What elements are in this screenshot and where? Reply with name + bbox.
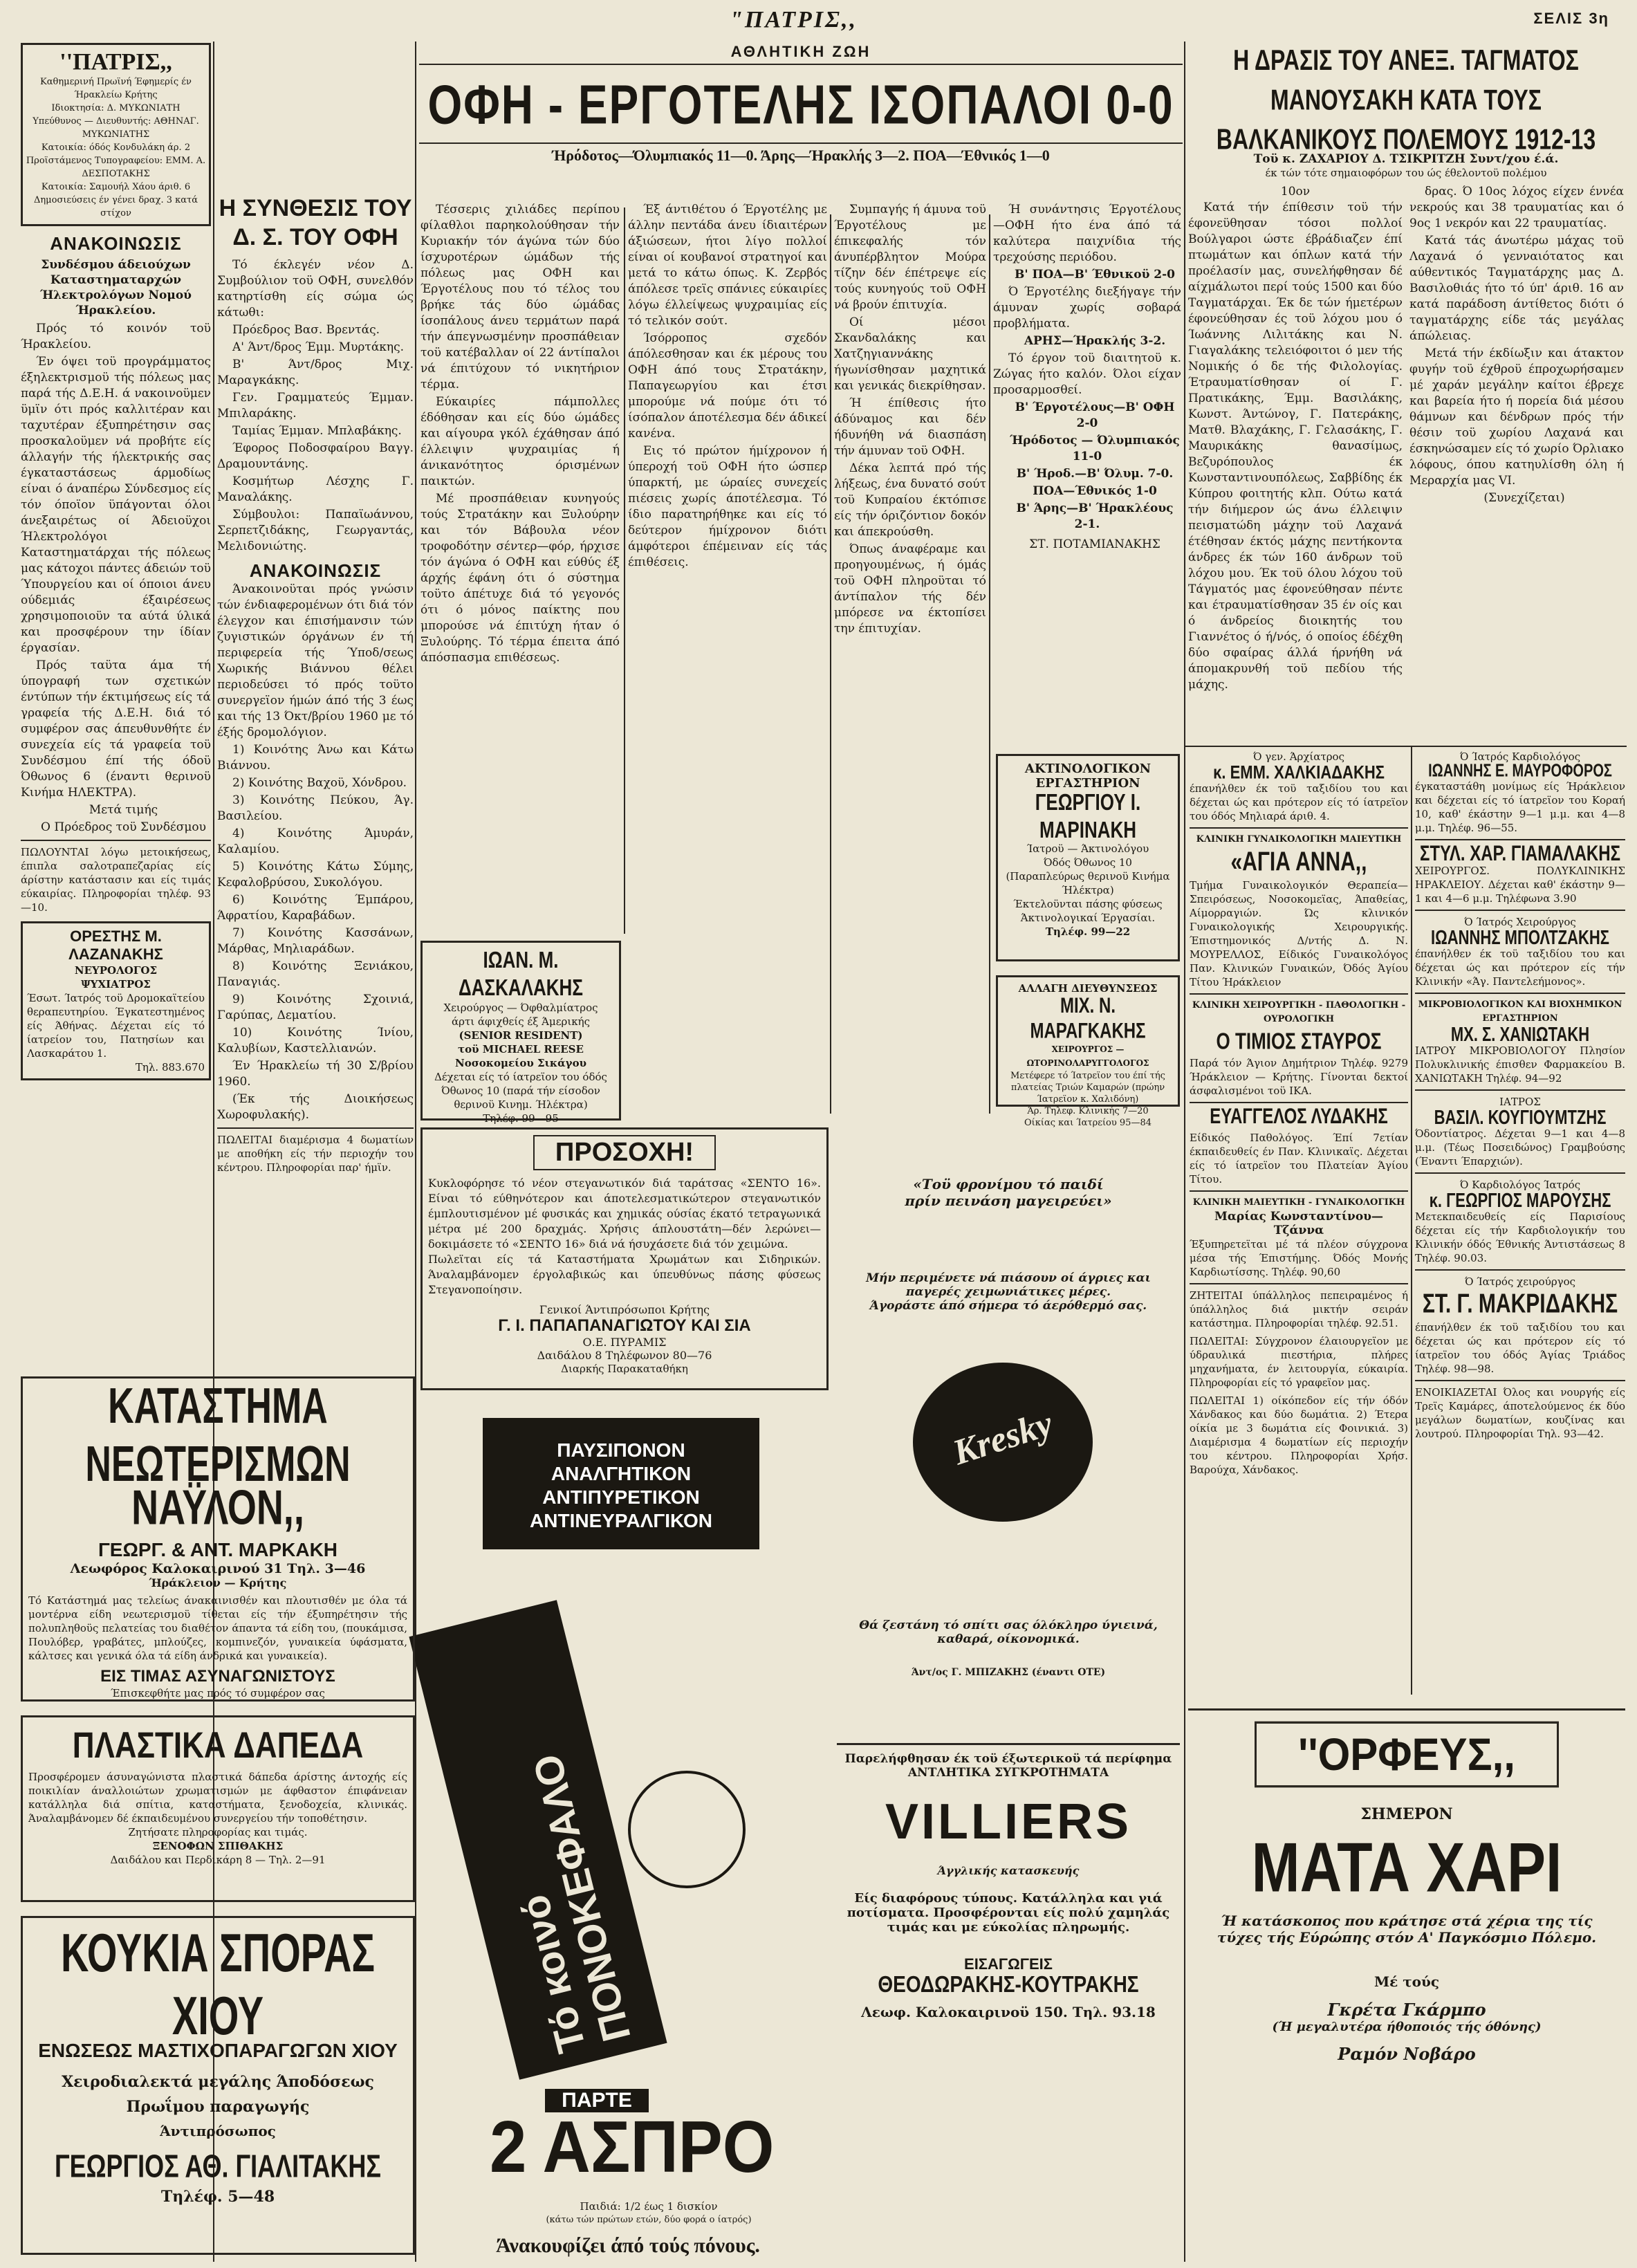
aspro-big: 2 ΑΣΠΡΟ: [490, 2106, 775, 2188]
ad-text: Μετεκπαιδευθείς είς Παρισίους δέχεται είς τήν Καρδιολογικήν του Κλινικήν όδός Έθνικής Άντιστάσεως 8 Τηλέφ. 90.03.: [1415, 1210, 1625, 1264]
kresky-ad: [837, 1134, 1180, 1743]
divider: [1415, 993, 1625, 994]
doctor-line: άρτι άφιχθείς έξ Άμερικής: [452, 1015, 590, 1028]
col6-ads-left: [1190, 750, 1408, 1566]
paragraph: Έφορος Ποδοσφαίρου Βαγγ. Δραμουντάνης.: [217, 441, 414, 471]
villiers-company: ΘΕΟΔΩΡΑΚΗΣ-ΚΟΥΤΡΑΚΗΣ: [878, 1971, 1139, 1997]
paragraph: Έν όψει τοϋ προγράμματος έξηλεκτρισμοϋ τής πόλεως μας παρά τής Δ.Ε.Η. ά νακοινοϋμεν ϋμϊν ότι πρός καλλιτέραν και ταχυτέραν έξυπηρέτησιν σας προσκαλοϋμεν νά προβήτε είς άλλαγήν τής ήλεκτρικής σας έγκαταστάσεως άρμοδίως είναι ό άναπέρω Σύνδεσμος είς τόν όποϊον ϋπάγονται όλοι άνεξαιρέτως οί Άδειοϋχοι Ήλεκτρολόγοι Καταστηματάρχαι τής πόλεως μας κάτοχοι πάντες άδειών τοϋ Ύπουργείου και οί όποιοι άνευ ούδεμιάς έξαιρέσεως χρησιμοποιοϋν τα αύτά ύλικά και προσφέρουν την ίδίαν έργασίαν.: [21, 355, 211, 655]
notice2-body: [217, 582, 414, 1123]
paragraph: (Έκ τής Διοικήσεως Χωροφυλακής).: [217, 1092, 414, 1122]
plastika-ad: [21, 1715, 415, 1902]
column-rule: [989, 214, 990, 1114]
divider: [1190, 1102, 1408, 1103]
ad-pre: Ό Ίατρός χειρούργος: [1464, 1275, 1576, 1288]
villiers-origin: Άγγλικής κατασκευής: [937, 1864, 1080, 1877]
column-6: [1188, 44, 1624, 740]
naylon-title: ΚΑΤΑΣΤΗΜΑ ΝΕΩΤΕΡΙΣΜΩΝ: [85, 1378, 351, 1493]
aspro-label-line: ΑΝΤΙΝΕΥΡΑΛΓΙΚΟΝ: [530, 1510, 712, 1531]
cinema-with: Μέ τούς: [1374, 1973, 1440, 1990]
classified-ad: ΕΝΟΙΚΙΑΖΕΤΑΙ Όλος και νουργής είς Τρεϊς Καμάρες, άποτελούμενος έκ δύο μεγάλων δωματίων, κουζίνας και λουτρού. Πληροφορίαι Τηλ. 93—42.: [1415, 1386, 1625, 1440]
ad-name: κ. ΕΜΜ. ΧΑΛΚΙΑΔΑΚΗΣ: [1213, 762, 1385, 783]
aspro-label-line: ΠΑΥΣΙΠΟΝΟΝ: [557, 1439, 685, 1461]
results-line: Ήρόδοτος—Όλυμπιακός 11—0. Άρης—Ήρακλής 3—2. ΠΟΑ—Έθνικός 1—0: [552, 147, 1050, 164]
prosochi-rep: Γενικοί Άντιπρόσωποι Κρήτης: [539, 1303, 710, 1316]
divider: [419, 142, 1183, 144]
cinema-desc: Ή κατάσκοπος που κράτησε στά χέρια της τίς τύχες τής Εύρώπης στόν Α' Παγκόσμιο Πόλεμο.: [1217, 1912, 1597, 1946]
paragraph: 2) Κοινότης Βαχοϋ, Χόνδρου.: [232, 776, 407, 790]
xray-title: ΑΚΤΙΝΟΛΟΓΙΚΟΝ ΕΡΓΑΣΤΗΡΙΟΝ: [1024, 762, 1152, 791]
doctor-name: ΟΡΕΣΤΗΣ Μ. ΛΑΖΑΝΑΚΗΣ: [68, 928, 163, 963]
ad-pre: ΙΑΤΡΟΣ: [1499, 1096, 1541, 1108]
prosochi-body: Κυκλοφόρησε τό νέον στεγανωτικόν διά ταράτσας «ΣΕΝΤΟ 16». Είναι τό εύθηνότερον και άποτελεσματικώτερον στεγανωτικόν έμπλουτισμένον μέ φυσικάς και χημικάς ούσίας έκατό τετραγωνικά μέτρα μέ 200 δραχμάς. Χρήσις άπλουστάτη—δέν λερώνει—δοκιμάσετε τό «ΣΕΝΤΟ 16» διά νά ήσυχάσετε διά τόν χειμώνα.: [428, 1177, 821, 1251]
paragraph: Α' Άντ/δρος Έμμ. Μυρτάκης.: [232, 340, 405, 354]
divider: [21, 840, 211, 841]
paragraph: 9) Κοινότης Σχοινιά, Γαρύπας, Δεματίου.: [217, 993, 414, 1022]
publisher-line: Ιδιοκτησία: Δ. ΜΥΚΩΝΙΑΤΗ: [51, 103, 181, 113]
paragraph: 4) Κοινότης Άμυράν, Καλαμίου.: [217, 827, 414, 856]
notice-subtitle: Συνδέσμου άδειούχων Καταστηματαρχών Ήλεκτρολόγων Νομού Ήρακλείου.: [40, 258, 192, 317]
xray-line: Όδός Όθωνος 10 (Παραπλεύρως θερινοϋ Κινήμα Ήλέκτρα): [1006, 856, 1170, 896]
column-2: [217, 194, 414, 1300]
doctor-specialty: ΨΥΧΙΑΤΡΟΣ: [81, 978, 151, 990]
paragraph: 5) Κοινότης Κάτω Σύμης, Κεφαλοβρύσου, Συκολόγου.: [217, 860, 414, 889]
divider: [1415, 1089, 1625, 1091]
result-heading: Β' Έργοτέλους—Β' ΟΦΗ 2-0: [1015, 400, 1175, 430]
prosochi-title: ΠΡΟΣΟΧΗ!: [533, 1135, 716, 1170]
ad-text: Είδικός Παθολόγος. Έπί 7ετίαν έκπαιδευθείς έν Παν. Κλινικαϊς. Δέχεται είς τό ίατρεϊον του Πλατείαν Άγίου Τίτου.: [1190, 1132, 1408, 1186]
doctor-line: Δέχεται είς τό ίατρεϊον του όδός Όθωνος 10 (παρά τήν είσοδον θερινοϋ Κινημ. Ήλέκτρα): [434, 1071, 607, 1111]
sports-column-b: [628, 202, 827, 928]
paragraph: Δέκα λεπτά πρό τής λήξεως, ένα δυνατό σούτ τοϋ Κυπραίου έκτόπισε είς τήν όριζόντιον δοκόν και άπεκρούσθη.: [834, 461, 986, 539]
byline: Τοϋ κ. ΖΑΧΑΡΙΟΥ Δ. ΤΣΙΚΡΙΤΖΗ Συντ/χου έ.ά.: [1253, 152, 1559, 166]
result-heading: Β' Άρης—Β' Ήρακλέους 2-1.: [1016, 501, 1174, 531]
divider: [1190, 827, 1408, 829]
sports-column-c: [834, 202, 986, 1101]
paragraph: Κοσμήτωρ Λέσχης Γ. Μαναλάκης.: [217, 474, 414, 504]
ad-text: Παρά τόν Άγιον Δημήτριον Τηλέφ. 9279 Ήράκλειον — Κρήτης. Γίνονται δεκτοί άσφαλισμένοι τοϋ ΙΚΑ.: [1190, 1057, 1408, 1097]
paragraph: Ή έπίθεσις ήτο άδύναμος και δέν ήδυνήθη νά διασπάση τήν άμυναν τοϋ ΟΦΗ.: [834, 396, 986, 458]
divider: [217, 1127, 414, 1129]
xray-line: Ίατροϋ — Άκτινολόγου: [1026, 842, 1149, 855]
naylon-ad: [21, 1376, 415, 1702]
publisher-line: Καθημερινή Πρωϊνή Έφημερίς έν Ήρακλείω Κρήτης: [40, 77, 192, 100]
paragraph: Σύμβουλοι: Παπαϊωάννου, Σερπετζιδάκης, Γεωργαντάς, Μελιδονιώτης.: [217, 508, 414, 553]
kresky-line: Θά ζεστάνη τό σπίτι σας όλόκληρο ύγιεινά, καθαρά, οίκονομικά.: [859, 1619, 1158, 1646]
paragraph: Κατά τάς άνωτέρω μάχας τοϋ Λαχανά ό γενναιότατος και αύθεντικός Ταγματάρχης μας Δ. Βασιλοθιάς ήτο τό ύπ' άριθ. 16 αν κατά παράδοση άντίθετος διότι ό ταγματάρχης είδε τάς μεγάλας άπώλειας.: [1409, 234, 1624, 343]
series-column-left: [1188, 184, 1403, 694]
ad-name: ΣΤ. Γ. ΜΑΚΡΙΔΑΚΗΣ: [1422, 1289, 1618, 1319]
naylon-address: Λεωφόρος Καλοκαιρινού 31 Τηλ. 3—46: [70, 1561, 366, 1576]
ad-name: ΜΧ. Σ. ΧΑΝΙΩΤΑΚΗ: [1450, 1023, 1590, 1046]
classified-ad: ΠΩΛΕΙΤΑΙ διαμέρισμα 4 δωματίων με αποθήκη είς τήν περιοχήν του κέντρου. Πληροφορίαι παρ' ήμϊν.: [217, 1134, 414, 1174]
xray-name: ΓΕΩΡΓΙΟΥ Ι. ΜΑΡΙΝΑΚΗ: [1035, 788, 1141, 843]
cinema-today: ΣΗΜΕΡΟΝ: [1360, 1805, 1453, 1823]
doctor-specialty: ΝΕΥΡΟΛΟΓΟΣ: [74, 964, 158, 977]
paragraph: Τέσσερις χιλιάδες περίπου φίλαθλοι παρηκολούθησαν τήν Κυριακήν τόν άγώνα τών δύο ίσχυροτέρων ώμάδων τής πόλεως μας ΟΦΗ και Έργοτέλους που τό τέλος του βρήκε τάς δύο ώμάδας ίσοπάλους άνευ τερμάτων παρά τήν άπεγνωσμένην προσπάθειαν τοϋ κατέβαλλαν οί 22 άντίπαλοι νά έπιτύχουν τό νικητήριον τέρμα.: [420, 203, 620, 391]
cinema-star: Γκρέτα Γκάρμπο: [1327, 2000, 1486, 2020]
masthead-title: "ΠΑΤΡΙΣ,,: [730, 7, 858, 33]
sports-section: [419, 43, 1183, 216]
maragakis-line: ΧΕΙΡΟΥΡΓΟΣ — ΩΤΟΡΙΝΟΛΑΡΥΓΓΟΛΟΓΟΣ: [1026, 1044, 1149, 1068]
doctor-line: τοϋ MICHAEL REESE Νοσοκομείου Σικάγου: [455, 1043, 586, 1069]
ad-pre: ΚΛΙΝΙΚΗ ΓΥΝΑΙΚΟΛΟΓΙΚΗ ΜΑΙΕΥΤΙΚΗ: [1196, 834, 1402, 845]
ad-text: έγκαταστάθη μονίμως είς Ήράκλειον και δέχεται είς τό ίατρεϊον του Κοραή 10, καθ' έκάστην 9—1 μ.μ. και 4—8 μ.μ. Τηλέφ. 96—55.: [1415, 780, 1625, 834]
ad-name: «ΑΓΙΑ ΑΝΝΑ,,: [1230, 847, 1367, 877]
villiers-line: Παρελήφθησαν έκ τοϋ έξωτερικοϋ τά περίφημα ΑΝΤΛΗΤΙΚΑ ΣΥΓΚΡΟΤΗΜΑΤΑ: [844, 1752, 1172, 1780]
paragraph: Ο Πρόεδρος τοϋ Συνδέσμου: [41, 820, 206, 834]
koukia-name: ΓΕΩΡΓΙΟΣ ΑΘ. ΓΙΑΛΙΤΑΚΗΣ: [54, 2147, 382, 2184]
classified-ad: ΖΗΤΕΙΤΑΙ ύπάλληλος πεπειραμένος ή ύπάλληλος διά μικτήν σειράν κατάστημα. Πληροφορίαι τηλέφ. 92.51.: [1190, 1289, 1408, 1329]
publisher-title: ''ΠΑΤΡΙΣ,,: [59, 49, 172, 75]
villiers-brand: VILLIERS: [885, 1794, 1132, 1850]
paragraph: 3) Κοινότης Πεύκου, Άγ. Βασιλείου.: [217, 793, 414, 823]
ad-pre: ΚΛΙΝΙΚΗ ΧΕΙΡΟΥΡΓΙΚΗ - ΠΑΘΟΛΟΓΙΚΗ - ΟΥΡΟΛΟΓΙΚΗ: [1192, 1000, 1406, 1024]
doctor-box: [21, 921, 211, 1080]
ad-text: έπανήλθεν έκ τοϋ ταξιδίου του και δέχεται ώς και πρότερον είς τό ίατρεϊον του όδός Μηλιαρά άριθ. 4.: [1190, 782, 1408, 822]
column-rule: [415, 42, 416, 2262]
prosochi-company: Γ. Ι. ΠΑΠΑΠΑΝΑΓΙΩΤΟΥ ΚΑΙ ΣΙΑ: [498, 1316, 751, 1335]
paragraph: Μέ προσπάθειαν κυνηγούς τούς Στρατάκην και Ξυλούρην και τόν Βάβουλα νέον τροφοδότην σέντερ—φόρ, ήρχισε τόν άγώνα ό ΟΦΗ και εύθύς έξ άρχής έφάνη ότι ό σύστημα τοϋτο άπέτυχε διά τό γεγονός ότι ό μόνος παίκτης που μπορούσε νά έπιτύχη ήταν ό Ξυλούρης. Τό τέρμα έπειτα άπό άπόσπασμα επιθέσεως.: [420, 492, 620, 665]
cinema-name: ''ΟΡΦΕΥΣ,,: [1255, 1722, 1559, 1788]
series-headline: Η ΔΡΑΣΙΣ ΤΟΥ ΑΝΕΞ. ΤΑΓΜΑΤΟΣ ΜΑΝΟΥΣΑΚΗ ΚΑΤΑ ΤΟΥΣ ΒΑΛΚΑΝΙΚΟΥΣ ΠΟΛΕΜΟΥΣ 1912-13: [1216, 44, 1596, 156]
aspro-take: ΠΑΡΤΕ: [545, 2089, 649, 2112]
aspro-dose: Παιδιά: 1/2 έως 1 δισκίον: [580, 2200, 718, 2213]
paragraph: 6) Κοινότης Έμπάρου, Άφρατίου, Καραβάδων.: [217, 893, 414, 923]
kresky-line: «Τοϋ φρονίμου τό παιδί: [913, 1176, 1104, 1192]
divider: [1415, 910, 1625, 911]
prosochi-sub: Ο.Ε. ΠΥΡΑΜΙΣ: [582, 1336, 667, 1349]
ad-text: ΧΕΙΡΟΥΡΓΟΣ. ΠΟΛΥΚΛΙΝΙΚΗΣ ΗΡΑΚΛΕΙΟΥ. Δέχεται καθ' έκάστην 9—1 και 4—6 μ.μ. Τηλέφωνα 3.90: [1415, 865, 1625, 905]
koukia-line: Πρωΐμου παραγωγής: [126, 2098, 310, 2116]
notice-title: ΑΝΑΚΟΙΝΩΣΙΣ: [50, 233, 182, 254]
result-heading: Β' Ήροδ.—Β' Όλυμ. 7-0.: [1016, 467, 1174, 481]
naylon-name: ΝΑΫΛΟΝ,,: [131, 1481, 304, 1535]
paragraph: Τό έκλεγέν νέον Δ. Συμβούλιον τοϋ ΟΦΗ, συνελθόν κατηρτίσθη είς σώμα ώς κάτωθι:: [217, 258, 414, 320]
publisher-line: Υπεύθυνος — Διευθυντής: ΑΘΗΝΑΓ. ΜΥΚΩΝΙΑΤΗΣ: [33, 116, 199, 140]
divider: [1184, 746, 1627, 747]
xray-line: Τηλέφ. 99—22: [1045, 925, 1131, 938]
paragraph: Μετά τήν έκδίωξιν και άτακτον φυγήν τοϋ έχθροϋ έπροχωρήσαμεν μέ χαράν μεγάλην καίτοι έβρεχε και βαρεία ήτο ή πορεία διά μέσου θάμνων και δένδρων πρός τήν θέσιν τοϋ χωρίου Λαχανά και έσκηνώσαμεν είς τό χωρίο Όρλιακο λόφους, όπου κατηυλίσθη όλη ή Μεραρχία μας VI.: [1409, 347, 1624, 488]
continued-note: (Συνεχίζεται): [1483, 491, 1565, 505]
villiers-address: Λεωφ. Καλοκαιρινοϋ 150. Τηλ. 93.18: [861, 2004, 1156, 2020]
paragraph: Ίσόρροπος σχεδόν άπόλεσθησαν και έκ μέρους του ΟΦΗ άπό τους Στρατάκην, Παπαγεωργίου και έτσι μπορούμε νά πούμε ότι τό ίσόπαλον άποτέλεσμα δέν άδικεί κανένα.: [628, 331, 827, 441]
naylon-city: Ήράκλειον — Κρήτης: [149, 1576, 287, 1589]
paragraph: Ό Έργοτέλης διεξήγαγε τήν άμυναν χωρίς σοβαρά προβλήματα.: [993, 285, 1181, 331]
plastika-contact: ΞΕΝΟΦΩΝ ΣΠΙΘΑΚΗΣ: [152, 1840, 284, 1852]
aspro-dose2: (κάτω τών πρώτων ετών, δύο φορά ο ίατρός): [546, 2215, 752, 2225]
paragraph: Συμπαγής ή άμυνα τοϋ Έργοτέλους με έπικεφαλής τόν άνυπέρβλητον Μούρα τίζην δέν έπέτρεψε είς τούς κυνηγούς τοϋ ΟΦΗ νά βρούν έπιτυχία.: [834, 203, 986, 312]
villiers-ad: [837, 1743, 1180, 2255]
koukia-title: ΚΟΥΚΙΑ ΣΠΟΡΑΣ ΧΙΟΥ: [60, 1921, 376, 2046]
column-rule: [624, 208, 625, 934]
ad-name: Ο ΤΙΜΙΟΣ ΣΤΑΥΡΟΣ: [1216, 1027, 1382, 1055]
publisher-line: Κατοικία: Σαμουήλ Χάου άριθ. 6: [41, 182, 191, 192]
paragraph: Πρός ταϋτα άμα τή ύπογραφή των σχετικών έντύπων τήν έκτιμήσεως είς τά γραφεία τής Δ.Ε.Η. διά τό συμφέρον σας άπευθυνθήτε έν συνεχεία είς τά γραφεία τοϋ Συνδέσμου έπί τής όδοϋ Όθωνος 6 (έναντι θερινοϋ Κινήμα ΗΛΕΚΤΡΑ).: [21, 658, 211, 800]
ad-name: ΣΤΥΛ. ΧΑΡ. ΓΙΑΜΑΛΑΚΗΣ: [1419, 841, 1620, 866]
maragakis-line: Μετέφερε τό Ίατρεϊον του έπί τής πλατείας Τριών Καμαρών (πρώην Ίατρεϊον κ. Χαλιδόνη): [1010, 1071, 1165, 1105]
paragraph: Κατά τήν έπίθεσιν τοϋ τήν έφονεϋθησαν τόσοι πολλοί Βούλγαροι ώστε έβράδιαζεν έπί πτωμάτων και όπλων κατά τήν προέλασίν μας, συνελήφθησαν δέ αίχμάλωτοι περί τούς 1500 και δύο Ταγματάρχαι. Έκ δε τών ήμετέρων έφονεύθησαν ές τοϋ λόχου μου ό Ίωάννης Λιλιτάκης και Ν. Γιαγαλάκης τελειόφοιτοι ό μεν τής Νομικής ό δε τής Φιλολογίας. Έτραυματίσθησαν οί Γ. Πρατικάκης, Έμμ. Βασιλάκης, Κωνστ. Άντώνογ, Γ. Πατεράκης, Ματθ. Βλαχάκης, Γ. Γελασάκης, Γ. Μαυρικάκης θανασίμως, Βεζυρόπουλος έκ Κωνσταντινουπόλεως, Σαββίδης έκ Κύπρου φοιτητής κλπ. Ούτω κατά τήν διήμερον ώς άνω έλλειψιν πεισματώδη μάχην τοϋ Λαχανά έτέθησαν έκτός μάχης πεντήκοντα άνδρες έκ τών 160 άνδρων τοϋ λόχου μου. Έκ τοϋ όλου λόχου τοϋ Τάγματός μας έφονεύθησαν πέντε και έτραυματίσθησαν 35 έν οίς και ό άνδρείος διοικητής του Γιαννέτος ό ή/νός, ό οποίος έδέχθη δύο σφαίρας άλλά ήρνήθη νά άπομακρυνθή τοϋ πεδίου τής μάχης.: [1188, 201, 1403, 692]
paragraph: Τό έργον τοϋ διαιτητοϋ κ. Ζώγας ήτο καλόν. Όλοι είχαν προσαρμοσθεί.: [993, 351, 1181, 397]
paragraph: Ταμίας Έμμαν. Μπλαβάκης.: [232, 424, 402, 438]
kresky-brand: Kresky: [948, 1403, 1057, 1473]
ad-text: έπανήλθεν έκ τοϋ ταξιδίου του και δέχεται ώς και πρότερον είς τό ίατρεϊον του όδός Άγίας Τριάδος Τηλέφ. 98—98.: [1415, 1321, 1625, 1375]
doctor-line: Χειρούργος — Όφθαλμίατρος: [443, 1002, 598, 1014]
ad-text: Όδοντίατρος. Δέχεται 9—1 και 4—8 μ.μ. (Τέως Ποσειδώνος) Γραμβούσης (Έναντι Έπαρχιών).: [1415, 1127, 1625, 1168]
kresky-line: Μήν περιμένετε νά πιάσουν οί άγριες και παγερές χειμωνιάτικες μέρες.: [866, 1271, 1151, 1299]
sports-headline: ΟΦΗ - ΕΡΓΟΤΕΛΗΣ ΙΣΟΠΑΛΟΙ 0-0: [427, 73, 1174, 136]
cinema-star: Ραμόν Νοβάρο: [1338, 2044, 1476, 2064]
synthesis-title: Η ΣΥΝΘΕΣΙΣ ΤΟΥ Δ. Σ. ΤΟΥ ΟΦΗ: [219, 195, 412, 250]
ad-name: ΙΩΑΝΝΗΣ ΜΠΟΛΤΖΑΚΗΣ: [1431, 926, 1609, 949]
naylon-body: Τό Κατάστημά μας τελείως άνακαινισθέν και πλουτισθέν με όλα τά μοντέρνα είδη νεωτερισμοϋ τίθεται είς τήν έξυπηρέτησιν τής πολυπληθοϋς πελατείας του διαθέτον άπαντα τά είδη του, (πουκάμισα, Πουλόβερ, γραβάτες, μπλούζες, κομπινεζόν, γυναικεία ύφάσματα, κάλτσες και γενικά όλα τά είδη άνδρικά και γυναικεία).: [28, 1594, 407, 1662]
koukia-line: Άντιπρόσωπος: [160, 2123, 276, 2139]
xray-ad: [996, 754, 1180, 961]
prosochi-addr: Δαιδάλου 8 Τηλέφωνον 80—76: [537, 1349, 712, 1362]
ad-name: ΙΩΑΝΝΗΣ Ε. ΜΑΥΡΟΦΟΡΟΣ: [1428, 761, 1612, 782]
series-column-right: [1409, 184, 1624, 694]
paragraph: 1) Κοινότης Άνω και Κάτω Βιάννου.: [217, 743, 414, 773]
ad-pre: ΚΛΙΝΙΚΗ ΜΑΙΕΥΤΙΚΗ - ΓΥΝΑΙΚΟΛΟΓΙΚΗ: [1192, 1197, 1405, 1208]
paragraph: 7) Κοινότης Κασσάνων, Μάρθας, Μηλιαράδων.: [217, 926, 414, 956]
column-rule: [1184, 42, 1185, 2262]
cinema-star-note: (Ή μεγαλυτέρα ήθοποιός τής όθόνης): [1272, 2020, 1542, 2034]
plastika-ask: Ζητήσατε πληροφορίας και τιμάς.: [128, 1826, 308, 1838]
maragakis-note: ΑΛΛΑΓΗ ΔΙΕΥΘΥΝΣΕΩΣ: [1018, 982, 1158, 995]
series-part: 10ον: [1280, 185, 1311, 199]
column-rule: [1411, 747, 1412, 1695]
paragraph: Πρός τό κοινόν τοϋ Ήρακλείου.: [21, 322, 211, 351]
paragraph: δρας. Ό 10ος λόχος είχεν έννέα νεκρούς και 38 τραυματίας και ό 9ος 1 νεκρόν και 22 τραυματίας.: [1409, 185, 1624, 230]
koukia-phone: Τηλέφ. 5—48: [160, 2188, 275, 2206]
paragraph: Εις τό πρώτον ήμίχρονον ή ύπεροχή τοϋ ΟΦΗ ήτο ώσπερ ύπαρκτή, με ώραίες συνεχείς πιέσεις χωρίς άποτέλεσμα. Τό ίδιο παρατηρήθηκε και είς τό δεύτερον ήμίχρονον διότι άμφότεροι έπέμειναν είς τάς έπιθέσεις.: [628, 444, 827, 569]
koukia-ad: [21, 1916, 415, 2255]
classified-ad: ΠΩΛΟΥΝΤΑΙ λόγω μετοικήσεως, έπιπλα σαλοτραπεζαρίας είς άρίστην κατάστασιν και είς τιμάς εύκαιρίας. Πληροφορίαι τηλέφ. 93—10.: [21, 846, 211, 914]
divider: [419, 64, 1183, 65]
classified-ad: ΠΩΛΕΙΤΑΙ: Σύγχρονον έλαιουργεϊον με ύδραυλικά πιεστήρια, πλήρες μηχανήματα, έν λειτουργία, εύκαιρία. Πληροφορίαι είς τό γραφεϊον μας.: [1190, 1335, 1408, 1389]
maragakis-ad: [996, 975, 1180, 1128]
plastika-address: Δαιδάλου και Περδικάρη 8 — Τηλ. 2—91: [110, 1854, 326, 1866]
paragraph: Άνακοινοϋται πρός γνώσιν τών ένδιαφερομένων ότι διά τόν έλεγχον και έπισήμανσιν τών ζυγιστικών όργάνων έν τή περιφερεία τής Ύποδ/σεως Χωρικής Βιάννου θέλει περιοδεύσει τό πρός τοϋτο συνεργεϊον ήμών άπό τής 3 έως και τής 13 Όκτ/βρίου 1960 με τό έξής δρομολόγιον.: [217, 582, 414, 739]
publisher-box: [21, 43, 211, 226]
divider: [1415, 1172, 1625, 1174]
doctor-name: ΙΩΑΝ. Μ. ΔΑΣΚΑΛΑΚΗΣ: [459, 946, 583, 1001]
maragakis-line: Άρ. Τηλεφ. Κλινικής 7—20: [1027, 1106, 1149, 1116]
paragraph: Οί μέσοι Σκανδαλάκης και Χατζηγιαννάκης ήγωνίσθησαν μαχητικά και γενικάς διεκρίθησαν.: [834, 315, 986, 393]
author: ΣΤ. ΠΟΤΑΜΙΑΝΑΚΗΣ: [1029, 537, 1160, 551]
result-heading: Ήρόδοτος — Όλυμπιακός 11-0: [1010, 434, 1180, 463]
doctor-line: (SENIOR RESIDENT): [459, 1029, 583, 1042]
divider: [1415, 1380, 1625, 1381]
page-number: ΣΕΛΙΣ 3η: [1533, 10, 1609, 27]
synthesis-body: [217, 257, 414, 555]
aspro-slogan: Άνακουφίζει άπό τούς πόνους.: [496, 2234, 760, 2257]
result-heading: ΠΟΑ—Έθνικός 1-0: [1033, 484, 1157, 498]
paragraph: Έξ άντιθέτου ό Έργοτέλης με άλλην πεντάδα άνευ ίδιαιτέρων άξιώσεων, ήτοι λίγο πολλοί είναι οί κουβανοί στρατηγοί και μετά το κάτω όπως. Κ. Ζερβός άπόλεσε τρεϊς σπάνιες εύκαιρίες λόγω έλλείψεως ψυχραιμίας είς τό τελικόν σούτ.: [628, 203, 827, 328]
divider: [1190, 1190, 1408, 1192]
villiers-body: Είς διαφόρους τύπους. Κατάλληλα και γιά ποτίσματα. Προσφέρονται είς πολύ χαμηλάς τιμάς και με εύκολίας πληρωμής.: [847, 1891, 1170, 1935]
sports-column-a: [420, 202, 620, 1032]
section-title: ΑΘΛΗΤΙΚΗ ΖΩΗ: [730, 43, 871, 60]
paragraph: Γεν. Γραμματεύς Έμμαν. Μπιλαράκης.: [217, 391, 414, 421]
paragraph: Εύκαιρίες πάμπολλες έδόθησαν και είς δύο ώμάδες και αίγουρα γκόλ έχάθησαν άπό έλλειψιν ψυχραιμίας ή άνικανότητος όρισμένων παικτών.: [420, 395, 620, 488]
naylon-prices: ΕΙΣ ΤΙΜΑΣ ΑΣΥΝΑΓΩΝΙΣΤΟΥΣ: [100, 1667, 335, 1686]
plastika-title: ΠΛΑΣΤΙΚΑ ΔΑΠΕΔΑ: [72, 1725, 364, 1766]
paragraph: Μετά τιμής: [89, 803, 158, 817]
naylon-owners: ΓΕΩΡΓ. & ΑΝΤ. ΜΑΡΚΑΚΗ: [98, 1539, 338, 1560]
paragraph: Ή συνάντησις Έργοτέλους—ΟΦΗ ήτο ένα άπό τά καλύτερα παιχνίδια τής τρεχούσης περιόδου.: [993, 203, 1181, 264]
plastika-body: Προσφέρομεν άσυναγώνιστα πλαστικά δάπεδα άρίστης άντοχής είς ποικιλίαν άναλλοιώτων χρωματισμών με άφθαστον έπιφάνειαν κατάλληλα διά σπίτια, καταστήματα, ξενοδοχεία, κλινικάς. Άναλαμβάνομεν δέ έκπαιδευμένου συνεργείου τήν τοποθέτησιν.: [28, 1771, 407, 1825]
byline-sub: έκ τών τότε σημαιοφόρων του ώς έθελοντοϋ πολέμου: [1265, 167, 1547, 179]
koukia-line: Χειροδιαλεκτά μεγάλης Άποδόσεως: [62, 2073, 374, 2091]
kresky-line: πρίν πεινάση μαγειρεύει»: [905, 1192, 1112, 1209]
sports-column-d: [993, 202, 1181, 741]
doctor-line: Τηλέφ. 99—95: [483, 1112, 559, 1125]
publisher-line: Δημοσιεύσεις έν γένει δραχ. 3 κατά στίχον: [34, 195, 198, 219]
paragraph: Όπως άναφέραμε και προηγουμένως, ή όμάς τοϋ ΟΦΗ πληροϋται τό άντίπαλον τής δέν μπόρεσε να έκτοπίσει την έπιτυχίαν.: [834, 542, 986, 636]
paragraph: Πρόεδρος Βασ. Βρεντάς.: [232, 323, 380, 337]
aspro-sun-icon: [628, 1771, 746, 1888]
doctor-phone: Τηλ. 883.670: [135, 1061, 205, 1073]
cinema-ad: [1188, 1708, 1625, 2258]
ad-name: κ. ΓΕΩΡΓΙΟΣ ΜΑΡΟΥΣΗΣ: [1429, 1189, 1611, 1212]
col6-ads-right: [1415, 750, 1625, 1697]
cinema-film: ΜΑΤΑ ΧΑΡΙ: [1251, 1828, 1562, 1907]
aspro-label-line: ΑΝΤΙΠΥΡΕΤΙΚΟΝ: [542, 1486, 700, 1508]
ad-pre: Ό Ίατρός Χειρούργος: [1464, 916, 1576, 928]
prosochi-addr2: Διαρκής Παρακαταθήκη: [561, 1363, 688, 1375]
maragakis-name: ΜΙΧ. Ν. ΜΑΡΑΓΚΑΚΗΣ: [1030, 993, 1146, 1044]
koukia-sub: ΕΝΩΣΕΩΣ ΜΑΣΤΙΧΟΠΑΡΑΓΩΓΩΝ ΧΙΟΥ: [38, 2040, 398, 2061]
publisher-line: Κατοικία: όδός Κονδυλάκη άρ. 2: [41, 142, 191, 153]
kresky-line: Άγοράστε άπό σήμερα τό άερόθερμό σας.: [869, 1299, 1147, 1313]
result-heading: ΑΡΗΣ—Ήρακλής 3-2.: [1024, 334, 1166, 348]
paragraph: 8) Κοινότης Ξενιάκου, Παναγιάς.: [217, 959, 414, 989]
kresky-line: Άντ/ος Γ. ΜΠΙΖΑΚΗΣ (έναντι ΟΤΕ): [911, 1667, 1106, 1678]
ad-text: Έξυπηρετεϊται μέ τά πλέον σύγχρονα μέσα τής Έπιστήμης. Όδός Μονής Καρδιωτίσσης. Τηλέφ. 90,60: [1190, 1238, 1408, 1278]
naylon-visit: Έπισκεφθήτε μας πρός τό συμφέρον σας: [111, 1687, 325, 1699]
maragakis-line: Οίκίας και Ίατρείου 95—84: [1024, 1118, 1152, 1128]
ad-pre: Ό Καρδιολόγος Ίατρός: [1459, 1179, 1581, 1191]
paragraph: Β' Άντ/δρος Μιχ. Μαραγκάκης.: [217, 358, 414, 387]
ad-text: έπανήλθεν έκ τοϋ ταξιδίου του και δέχεται ώς και πρότερον είς τήν Κλινικήν «Άγ. Παντελεήμονος».: [1415, 948, 1625, 988]
ad-name: ΒΑΣΙΛ. ΚΟΥΓΙΟΥΜΤΖΗΣ: [1434, 1106, 1607, 1129]
daskalakis-ad: [420, 941, 621, 1125]
prosochi-ad: [420, 1127, 829, 1390]
aspro-label-line: ΑΝΑΛΓΗΤΙΚΟΝ: [551, 1463, 692, 1484]
aspro-ad: [420, 1411, 829, 2262]
villiers-importers: ΕΙΣΑΓΩΓΕΙΣ: [964, 1955, 1053, 1973]
classified-ad: ΠΩΛΕΙΤΑΙ 1) οίκόπεδον είς τήν όδόν Χάνδακος και δύο δωμάτια. 2) Έτερα οίκία με 3 δωμάτια είς Φοινικιά. 3) Διαμέρισμα 4 δωματίων είς περιοχήν του κέντρου. Πληροφορίαι Χρήσ. Βαρούχα, Χάνδακος.: [1190, 1394, 1408, 1476]
masthead-strip: [0, 0, 1637, 42]
ad-name: ΕΥΑΓΓΕΛΟΣ ΛΥΔΑΚΗΣ: [1210, 1104, 1388, 1129]
ad-pre: Ό γεν. Άρχίατρος: [1253, 750, 1344, 763]
divider: [1190, 993, 1408, 995]
ad-pre: ΜΙΚΡΟΒΙΟΛΟΓΙΚΟΝ ΚΑΙ ΒΙΟΧΗΜΙΚΟΝ ΕΡΓΑΣΤΗΡΙΟΝ: [1418, 999, 1622, 1024]
notice2-title: ΑΝΑΚΟΙΝΩΣΙΣ: [249, 560, 382, 581]
divider: [1415, 839, 1625, 840]
notice-body: [21, 321, 211, 836]
doctor-body: Έσωτ. Ίατρός τοϋ Δρομοκαϊτείου θεραπευτηρίου. Έγκατεστημένος είς Άθήνας. Δέχεται είς τό ίατρείον του, Πατησίων και Λασκαράτου 1.: [27, 992, 205, 1060]
column-rule: [830, 214, 831, 1114]
ad-name: Μαρίας Κωνσταντίνου—Τζάννα: [1214, 1210, 1383, 1237]
xray-line: Έκτελοϋνται πάσης φύσεως Άκτινολογικαί Έργασίαι.: [1013, 898, 1163, 924]
ad-pre: Ό Ίατρός Καρδιολόγος: [1459, 750, 1581, 763]
paragraph: Έν Ήρακλείω τή 30 Σ/βρίου 1960.: [217, 1059, 414, 1089]
aspro-label: [483, 1439, 759, 1533]
ad-text: Τμήμα Γυναικολογικόν Θεραπεία—Σπειρόσεως, Νοσοκομεϊας, Άπαθείας, Αίμορραγιών. Ώς κλινικόν Γυναικολογικής Χειρουργικής. Έπιστημονικός Δ/ντής Δ. Ν. ΜΟΥΡΕΛΛΟΣ, Είδικός Γυναικολόγος Παν. Κλινικών Γυναικών, Όδός Άγίου Τίτου Ήράκλειον: [1190, 879, 1408, 988]
result-heading: Β' ΠΟΑ—Β' Έθνικοϋ 2-0: [1015, 268, 1175, 282]
prosochi-note: Πωλεϊται είς τά Καταστήματα Χρωμάτων και Σιδηρικών. Άναλαμβάνομεν έργολαβικώς και ύπευθύνως πάσης φύσεως Στεγανοποίησιν.: [428, 1253, 821, 1296]
publisher-line: Προϊστάμενος Τυπογραφείου: ΕΜΜ. Α. ΔΕΣΠΟΤΑΚΗΣ: [26, 156, 206, 179]
ad-text: ΙΑΤΡΟΥ ΜΙΚΡΟΒΙΟΛΟΓΟΥ Πλησίον Πολυκλινικής έπισθεν Φαρμακείου Β. ΧΑΝΙΩΤΑΚΗ Τηλέφ. 94—92: [1415, 1044, 1625, 1085]
aspro-vertical-text: Τό κοινό ΠΟΝΟΚΕΦΑΛΟ: [512, 1749, 640, 2058]
divider: [1190, 1283, 1408, 1284]
divider: [1415, 1269, 1625, 1271]
paragraph: 10) Κοινότης Ίνίου, Καλυβίων, Καστελλιανών.: [217, 1026, 414, 1055]
publisher-lines: [26, 75, 206, 220]
